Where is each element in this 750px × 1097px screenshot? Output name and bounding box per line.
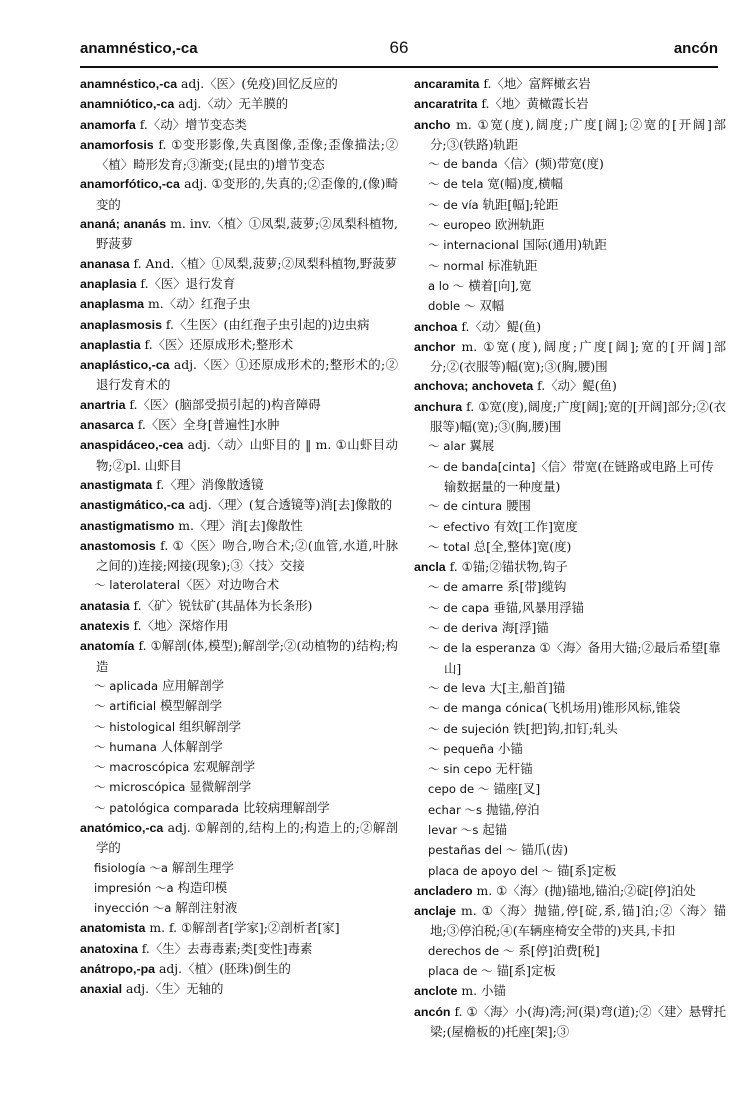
phrase: ～ alar: [428, 439, 466, 454]
sub-entry: [414, 256, 726, 276]
sub-entry: [80, 717, 398, 737]
phrase: ～ de banda[cinta]: [428, 459, 536, 474]
headword: anatasia: [80, 598, 130, 613]
dictionary-entry: [80, 135, 398, 175]
phrase-definition: 〈医〉对边吻合术: [180, 577, 280, 593]
sub-entry: [414, 820, 726, 840]
dictionary-entry: [80, 616, 398, 636]
phrase-definition: 铁[把]钩,扣钉;轧头: [509, 720, 618, 736]
sub-entry: [414, 436, 726, 456]
definition: adj.〈植〉(胚珠)倒生的: [155, 961, 291, 977]
dictionary-entry: [414, 115, 726, 155]
definition: f.〈生〉去毒毒素;类[变性]毒素: [137, 940, 313, 956]
sub-entry: [414, 296, 726, 316]
definition: adj.〈生〉无轴的: [122, 981, 224, 997]
phrase-definition: 宽(幅)度,横幅: [483, 176, 563, 192]
sub-entry: [80, 777, 398, 797]
sub-entry: [80, 676, 398, 696]
dictionary-entry: [80, 979, 398, 999]
dictionary-entry: [80, 315, 398, 335]
definition: f. ①〈海〉小(海)湾;河(渠)弯(道);②〈建〉悬臂托梁;(屋檐板的)托座[架];③: [430, 1003, 726, 1039]
headword: ancaratrita: [414, 97, 478, 112]
headword: anchor: [414, 339, 456, 354]
dictionary-entry: [414, 901, 726, 941]
dictionary-entry: [80, 818, 398, 858]
headword: anamnéstico,-ca: [80, 77, 178, 91]
definition: adj.〈动〉无羊膜的: [174, 96, 289, 112]
dictionary-entry: [80, 415, 398, 435]
phrase-definition: 比较病理解剖学: [239, 799, 330, 815]
phrase: ～ de cintura: [428, 499, 503, 514]
phrase-definition: 标准轨距: [483, 257, 538, 273]
dictionary-entry: [80, 214, 398, 254]
phrase: a lo ～: [428, 278, 465, 293]
dictionary-entry: [414, 337, 726, 377]
headword: anclaje: [414, 904, 457, 919]
definition: f. ①解剖(体,模型);解剖学;②(动植物的)结构;构造: [96, 638, 398, 674]
guide-word-left: anamnéstico,-ca: [80, 40, 198, 57]
phrase: ～ macroscópica: [94, 760, 190, 775]
headword: anastigmático,-ca: [80, 498, 185, 513]
definition: adj.〈理〉(复合透镜等)消[去]像散的: [184, 497, 393, 513]
phrase: ～ aplicada: [94, 678, 159, 693]
phrase: ～ de vía: [428, 197, 479, 212]
definition: m. 小锚: [457, 983, 506, 999]
sub-entry: [414, 496, 726, 516]
phrase-definition: (飞机场用)锥形风标,锥袋: [542, 700, 681, 716]
phrase-definition: 锚[系]定板: [492, 963, 556, 979]
phrase: ～ patológica comparada: [94, 800, 240, 815]
headword: ancladero: [414, 883, 473, 898]
definition: adj. ①变形的,失真的;②歪像的,(像)畸变的: [96, 176, 398, 212]
phrase-definition: 小锚: [494, 740, 523, 756]
headword: anaplasia: [80, 276, 137, 291]
definition: f. ①宽(度),阔度;广度[阔];宽的[开阔]部分;②(衣服等)幅(宽);③(胸,腰)围: [430, 398, 726, 435]
dictionary-entry: [80, 959, 398, 979]
phrase: ～ de manga cónica: [428, 701, 543, 716]
phrase-definition: 锚爪(齿): [517, 842, 569, 858]
headword: anatómico,-ca: [80, 820, 164, 835]
headword: anastomosis: [80, 538, 156, 553]
definition: f.〈生医〉(由红孢子虫引起的)边虫病: [161, 316, 370, 332]
headword: anaspidáceo,-cea: [80, 438, 184, 453]
phrase: ～ de tela: [428, 177, 484, 192]
definition: m.〈理〉消[去]像散性: [174, 517, 303, 533]
sub-entry: [414, 517, 726, 537]
headword: anchoa: [414, 319, 458, 334]
phrase: ～ de la esperanza: [428, 641, 536, 656]
headword: anatomía: [80, 639, 135, 654]
definition: f.〈地〉深熔作用: [129, 618, 229, 634]
headword: anaplástico,-ca: [80, 358, 170, 373]
dictionary-entry: [80, 475, 398, 495]
headword: anaplasma: [80, 297, 145, 312]
sub-entry: [80, 737, 398, 757]
headword: anasarca: [80, 418, 134, 433]
dictionary-entry: [80, 355, 398, 395]
definition: m. inv.〈植〉①凤梨,菠萝;②凤梨科植物,野菠萝: [96, 216, 398, 252]
dictionary-entry: [414, 981, 726, 1001]
phrase: ～ microscópica: [94, 780, 186, 795]
phrase-definition: 有效[工作]宽度: [489, 518, 578, 534]
phrase: ～ europeo: [428, 218, 491, 233]
definition: f.〈医〉还原成形术;整形术: [140, 336, 294, 352]
sub-entry: [414, 941, 726, 961]
definition: adj.〈动〉山虾目的 ‖ m. ①山虾目动物;②pl. 山虾目: [96, 437, 398, 473]
headword: anaxial: [80, 982, 123, 997]
left-column: [80, 74, 398, 1000]
dictionary-entry: [80, 254, 398, 274]
headword: ananá; ananás: [80, 217, 167, 232]
phrase-definition: 应用解剖学: [158, 677, 225, 693]
phrase: ～ efectivo: [428, 519, 490, 534]
sub-entry: [414, 174, 726, 194]
phrase: ～ de banda: [428, 157, 498, 172]
phrase-definition: 垂锚,风暴用浮锚: [489, 599, 585, 615]
definition: adj. ①解剖的,结构上的;构造上的;②解剖学的: [96, 819, 398, 856]
headword: anátropo,-pa: [80, 962, 156, 977]
dictionary-entry: [414, 74, 726, 94]
definition: f. ①变形影像,失真图像,歪像;歪像描法;②〈植〉畸形发育;③渐变;(昆虫的)增节变态: [96, 136, 398, 173]
definition: f.〈动〉增节变态类: [135, 116, 247, 132]
phrase: cepo de ～: [428, 782, 490, 797]
phrase: ～ humana: [94, 739, 157, 754]
headword: ancho: [414, 117, 451, 132]
phrase-definition: 腰围: [502, 498, 531, 514]
headword: anamorfótico,-ca: [80, 177, 180, 192]
dictionary-entry: [414, 317, 726, 337]
headword: anclote: [414, 984, 458, 999]
sub-entry: [414, 577, 726, 597]
definition: f.〈动〉鳀(鱼): [457, 318, 542, 334]
dictionary-entry: [80, 939, 398, 959]
definition: m.〈动〉红孢子虫: [144, 296, 251, 312]
sub-entry: [414, 598, 726, 618]
phrase-definition: 宏观解剖学: [189, 759, 256, 775]
definition: f.〈地〉黄橄霞长岩: [477, 96, 589, 112]
sub-entry: [414, 154, 726, 174]
dictionary-entry: [80, 115, 398, 135]
phrase-definition: 轨距[幅];轮距: [478, 196, 559, 212]
definition: m. ①宽(度),阔度;广度[阔];②宽的[开阔]部分;③(铁路)轨距: [430, 116, 726, 152]
dictionary-entry: [80, 74, 398, 94]
headword: ananasa: [80, 256, 130, 271]
dictionary-entry: [80, 495, 398, 515]
dictionary-entry: [80, 294, 398, 314]
dictionary-entry: [80, 174, 398, 214]
headword: anamniótico,-ca: [80, 97, 175, 112]
headword: anatexis: [80, 619, 130, 634]
sub-entry: [414, 618, 726, 638]
phrase-definition: 横着[向],宽: [464, 277, 532, 293]
phrase-definition: 系[带]缆钩: [503, 579, 567, 595]
headword: anastigmata: [80, 477, 153, 492]
sub-entry: [414, 678, 726, 698]
sub-entry: [414, 215, 726, 235]
headword: anaplastia: [80, 337, 141, 352]
definition: f.〈医〉全身[普遍性]水肿: [133, 417, 280, 433]
definition: m. ①〈海〉(抛)锚地,锚泊;②碇[停]泊处: [472, 882, 696, 898]
sub-entry: [414, 759, 726, 779]
sub-entry: [414, 719, 726, 739]
definition: f.〈医〉(脑部受损引起的)构音障碍: [125, 396, 321, 412]
headword: anatoxina: [80, 941, 138, 956]
sub-entry: [80, 898, 398, 918]
dictionary-entry: [414, 557, 726, 577]
dictionary-entry: [80, 596, 398, 616]
sub-entry: [414, 537, 726, 557]
definition: f.〈矿〉锐钛矿(其晶体为长条形): [129, 597, 313, 613]
page-number: 66: [389, 38, 409, 57]
phrase-definition: 起锚: [478, 821, 508, 837]
dictionary-entry: [80, 516, 398, 536]
phrase-definition: 显微解剖学: [185, 779, 252, 795]
dictionary-entry: [80, 435, 398, 475]
sub-entry: [80, 757, 398, 777]
dictionary-entry: [414, 1002, 726, 1042]
phrase: ～ total: [428, 539, 470, 554]
phrase: ～ histological: [94, 719, 176, 734]
definition: adj.〈医〉①还原成形术的;整形术的;②退行发育术的: [96, 357, 398, 393]
dictionary-entry: [80, 918, 398, 938]
phrase-definition: 国际(通用)轨距: [518, 237, 607, 253]
phrase-definition: 欧洲轨距: [490, 217, 545, 233]
phrase-definition: 人体解剖学: [156, 738, 223, 754]
definition: f.〈理〉消像散透镜: [152, 476, 264, 492]
phrase-definition: 解剖注射液: [171, 900, 238, 916]
page-header: [80, 36, 718, 68]
guide-word-right: ancón: [673, 40, 718, 57]
headword: ancaramita: [414, 77, 480, 91]
phrase-definition: 模型解剖学: [156, 698, 223, 714]
phrase: impresión ～a: [94, 880, 174, 895]
phrase: fisiología ～a: [94, 860, 169, 875]
dictionary-entry: [80, 335, 398, 355]
dictionary-entry: [80, 274, 398, 294]
dictionary-entry: [80, 636, 398, 676]
phrase: ～ de leva: [428, 680, 486, 695]
sub-entry: [80, 798, 398, 818]
headword: anartria: [80, 397, 126, 412]
dictionary-entry: [414, 376, 726, 396]
phrase-definition: 大[主,船首]锚: [485, 679, 566, 695]
definition: m. f. ①解剖者[学家];②剖析者[家]: [145, 920, 340, 936]
phrase-definition: 系[停]泊费[税]: [514, 942, 600, 958]
headword: anchura: [414, 399, 463, 414]
phrase: derechos de ～: [428, 943, 515, 958]
definition: f. ①锚;②锚状物,钩子: [445, 559, 568, 575]
definition: m. ①〈海〉抛锚,停[碇,系,锚]泊;②〈海〉锚地;③停泊税;④(车辆座椅安全带的)夹具,卡扣: [430, 903, 726, 939]
phrase-definition: 锚座[叉]: [489, 781, 541, 797]
phrase: ～ normal: [428, 258, 484, 273]
headword: ancón: [414, 1004, 451, 1019]
phrase-definition: 无杆锚: [491, 761, 533, 777]
sub-entry: [414, 698, 726, 718]
phrase-definition: 解剖生理学: [168, 859, 234, 875]
headword: anchova; anchoveta: [414, 379, 534, 394]
phrase-definition: 双幅: [475, 298, 505, 314]
sub-entry: [80, 696, 398, 716]
headword: anatomista: [80, 921, 146, 936]
phrase: echar ～s: [428, 802, 483, 817]
headword: anamorfosis: [80, 137, 154, 152]
phrase: ～ sin cepo: [428, 762, 492, 777]
phrase: ～ de deriva: [428, 621, 498, 636]
sub-entry: [414, 800, 726, 820]
phrase-definition: ①〈海〉备用大锚;②最后希望[靠山]: [444, 640, 721, 676]
sub-entry: [414, 195, 726, 215]
phrase: ～ internacional: [428, 238, 519, 253]
definition: f.〈医〉退行发育: [136, 275, 236, 291]
sub-entry: [414, 861, 726, 881]
dictionary-entry: [80, 536, 398, 576]
phrase-definition: 总[全,整体]宽(度): [469, 538, 572, 554]
sub-entry: [414, 961, 726, 981]
phrase: doble ～: [428, 299, 476, 314]
dictionary-entry: [414, 397, 726, 437]
sub-entry: [80, 858, 398, 878]
phrase: ～ laterolateral: [94, 578, 180, 593]
dictionary-entry: [80, 94, 398, 114]
definition: f.〈地〉富辉橄玄岩: [479, 76, 591, 91]
phrase-definition: 锚[系]定板: [553, 862, 617, 878]
sub-entry: [414, 779, 726, 799]
dictionary-entry: [414, 94, 726, 114]
phrase: inyección ～a: [94, 901, 172, 916]
definition: m. ①宽(度),阔度;广度[阔];宽的[开阔]部分;②(衣服等)幅(宽);③(胸,腰)围: [430, 338, 726, 375]
headword: ancla: [414, 560, 446, 575]
dictionary-entry: [414, 881, 726, 901]
phrase: pestañas del ～: [428, 843, 518, 858]
definition: f. And.〈植〉①凤梨,菠萝;②凤梨科植物,野菠萝: [129, 255, 398, 271]
phrase: placa de ～: [428, 964, 493, 979]
phrase-definition: 海[浮]锚: [497, 620, 549, 636]
headword: anamorfa: [80, 117, 136, 132]
headword: anastigmatismo: [80, 518, 175, 533]
phrase-definition: 构造印模: [173, 879, 228, 895]
phrase-definition: 〈信〉带宽(在链路或电路上可传输数据量的一种度量): [444, 458, 714, 494]
definition: adj.〈医〉(免疫)回忆反应的: [177, 76, 338, 91]
phrase: ～ de sujeción: [428, 721, 510, 736]
sub-entry: [414, 457, 726, 497]
phrase: ～ pequeña: [428, 741, 495, 756]
sub-entry: [414, 638, 726, 678]
phrase-definition: 翼展: [465, 438, 495, 454]
sub-entry: [414, 840, 726, 860]
phrase: levar ～s: [428, 822, 479, 837]
definition: f.〈动〉鳀(鱼): [533, 378, 617, 394]
sub-entry: [414, 235, 726, 255]
dictionary-entry: [80, 395, 398, 415]
definition: f. ①〈医〉吻合,吻合术;②(血管,水道,叶脉之间的)连接;网接(现象);③〈技〉交接: [96, 537, 398, 574]
phrase-definition: 〈信〉(频)带宽(度): [497, 156, 604, 172]
phrase: placa de apoyo del ～: [428, 863, 554, 878]
phrase: ～ artificial: [94, 699, 157, 714]
phrase-definition: 抛锚,停泊: [482, 801, 540, 817]
sub-entry: [414, 739, 726, 759]
phrase: ～ de capa: [428, 600, 490, 615]
sub-entry: [80, 878, 398, 898]
phrase: ～ de amarre: [428, 580, 504, 595]
right-column: [414, 74, 726, 1041]
sub-entry: [80, 575, 398, 595]
sub-entry: [414, 276, 726, 296]
phrase-definition: 组织解剖学: [175, 718, 242, 734]
headword: anaplasmosis: [80, 317, 162, 332]
